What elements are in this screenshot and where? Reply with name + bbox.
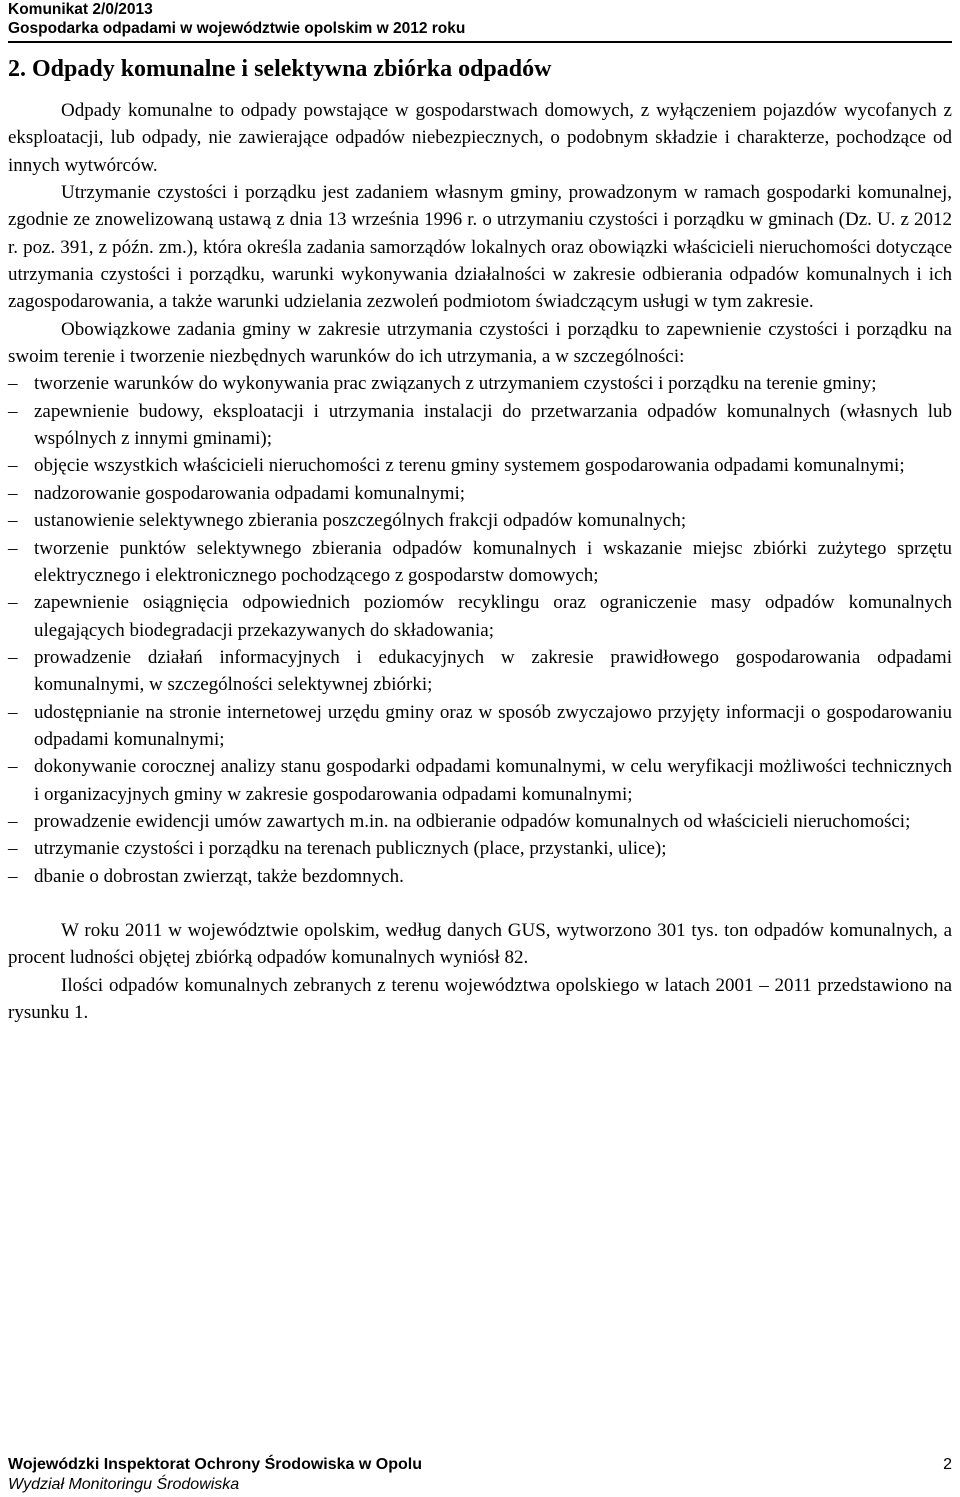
list-item-text: objęcie wszystkich właścicieli nieruchomości z terenu gminy systemem gospodarowania odpadami komunalnymi; bbox=[34, 455, 905, 477]
paragraph-definition: Odpady komunalne to odpady powstające w gospodarstwach domowych, z wyłączeniem pojazdów wycofanych z eksploatacji, lub odpady, nie zawierające odpadów niebezpiecznych, o podobnym składzie i charakterze, pochodzące od innych wytwórców. bbox=[8, 100, 952, 176]
paragraph-gus-statistics: W roku 2011 w województwie opolskim, według danych GUS, wytworzono 301 tys. ton odpadów komunalnych, a procent ludności objętej zbiórką odpadów komunalnych wyniósł 82. bbox=[8, 919, 952, 969]
dash-bullet: – bbox=[8, 756, 18, 778]
list-item bbox=[8, 808, 952, 835]
list-item-text: udostępnianie na stronie internetowej urzędu gminy oraz w sposób zwyczajowo przyjęty informacji o gospodarowaniu odpadami komunalnymi; bbox=[34, 701, 952, 750]
footer-organization: Wojewódzki Inspektorat Ochrony Środowiska w Opolu bbox=[8, 1456, 422, 1473]
list-item bbox=[8, 507, 952, 534]
list-item bbox=[8, 644, 952, 699]
list-item-text: zapewnienie budowy, eksploatacji i utrzymania instalacji do przetwarzania odpadów komunalnych (własnych lub wspólnych z innymi gminami); bbox=[34, 400, 952, 450]
list-item bbox=[8, 753, 952, 808]
section-title: 2. Odpady komunalne i selektywna zbiórka odpadów bbox=[8, 56, 552, 82]
dash-bullet: – bbox=[8, 592, 18, 614]
header-rule bbox=[8, 41, 952, 43]
list-item bbox=[8, 480, 952, 507]
list-item bbox=[8, 835, 952, 862]
list-item bbox=[8, 370, 952, 397]
page-number: 2 bbox=[943, 1456, 952, 1473]
dash-bullet: – bbox=[8, 865, 18, 887]
list-item-text: zapewnienie osiągnięcia odpowiednich poziomów recyklingu oraz ograniczenie masy odpadów komunalnych ulegających biodegradacji przekazywanych do składowania; bbox=[34, 592, 952, 641]
dash-bullet: – bbox=[8, 810, 18, 832]
running-header bbox=[8, 0, 952, 38]
list-item bbox=[8, 863, 952, 890]
list-item-text: tworzenie punktów selektywnego zbierania odpadów komunalnych i wskazanie miejsc zbiórki zużytego sprzętu elektrycznego i elektronicznego pochodzącego z gospodarstw domowych; bbox=[34, 537, 952, 586]
paragraph-obligations-intro: Obowiązkowe zadania gminy w zakresie utrzymania czystości i porządku to zapewnienie czystości i porządku na swoim terenie i tworzenie niezbędnych warunków do ich utrzymania, a w szczególności: bbox=[8, 318, 952, 368]
dash-bullet: – bbox=[8, 455, 18, 477]
footer bbox=[8, 1455, 422, 1495]
header-report-title: Gospodarka odpadami w województwie opolskim w 2012 roku bbox=[8, 20, 466, 37]
list-item bbox=[8, 398, 952, 453]
footer-department: Wydział Monitoringu Środowiska bbox=[8, 1476, 240, 1493]
paragraph-figure-reference: Ilości odpadów komunalnych zebranych z terenu województwa opolskiego w latach 2001 – 2011 przedstawiono na rysunku 1. bbox=[8, 974, 952, 1023]
dash-bullet: – bbox=[8, 537, 18, 559]
list-item-text: utrzymanie czystości i porządku na terenach publicznych (place, przystanki, ulice); bbox=[34, 838, 667, 860]
list-item-text: tworzenie warunków do wykonywania prac związanych z utrzymaniem czystości i porządku na terenie gminy; bbox=[34, 373, 877, 395]
paragraph-legal-basis: Utrzymanie czystości i porządku jest zadaniem własnym gminy, prowadzonym w ramach gospodarki komunalnej, zgodnie ze znowelizowaną ustawą z dnia 13 września 1996 r. o utrzymaniu czystości i porządku w gminach (Dz. U. z 2012 r. poz. 391, z późn. zm.), która określa zadania samorządów lokalnych oraz obowiązki właścicieli nieruchomości dotyczące utrzymania czystości i porządku, warunki wykonywania działalności w zakresie odbierania odpadów komunalnych i ich zagospodarowania, a także warunki udzielania zezwoleń podmiotom świadczącym usługi w tym zakresie. bbox=[8, 182, 952, 313]
dash-bullet: – bbox=[8, 701, 18, 723]
header-report-number: Komunikat 2/0/2013 bbox=[8, 1, 153, 18]
list-item-text: ustanowienie selektywnego zbierania poszczególnych frakcji odpadów komunalnych; bbox=[34, 510, 687, 532]
list-item bbox=[8, 452, 952, 479]
obligations-list bbox=[8, 370, 952, 890]
dash-bullet: – bbox=[8, 510, 18, 532]
list-item-text: dokonywanie corocznej analizy stanu gospodarki odpadami komunalnymi, w celu weryfikacji możliwości technicznych i organizacyjnych gminy w zakresie gospodarowania odpadami komunalnymi; bbox=[34, 756, 952, 805]
dash-bullet: – bbox=[8, 400, 18, 422]
dash-bullet: – bbox=[8, 482, 18, 504]
list-item-text: prowadzenie ewidencji umów zawartych m.in. na odbieranie odpadów komunalnych od właścicieli nieruchomości; bbox=[34, 810, 911, 832]
document-body bbox=[8, 97, 952, 1026]
dash-bullet: – bbox=[8, 838, 18, 860]
list-item bbox=[8, 589, 952, 644]
dash-bullet: – bbox=[8, 646, 18, 668]
list-item bbox=[8, 535, 952, 590]
list-item-text: nadzorowanie gospodarowania odpadami komunalnymi; bbox=[34, 482, 466, 504]
list-item-text: dbanie o dobrostan zwierząt, także bezdomnych. bbox=[34, 865, 404, 887]
list-item bbox=[8, 699, 952, 754]
dash-bullet: – bbox=[8, 373, 18, 395]
list-item-text: prowadzenie działań informacyjnych i edukacyjnych w zakresie prawidłowego gospodarowania odpadami komunalnymi, w szczególności selektywnej zbiórki; bbox=[34, 646, 952, 696]
